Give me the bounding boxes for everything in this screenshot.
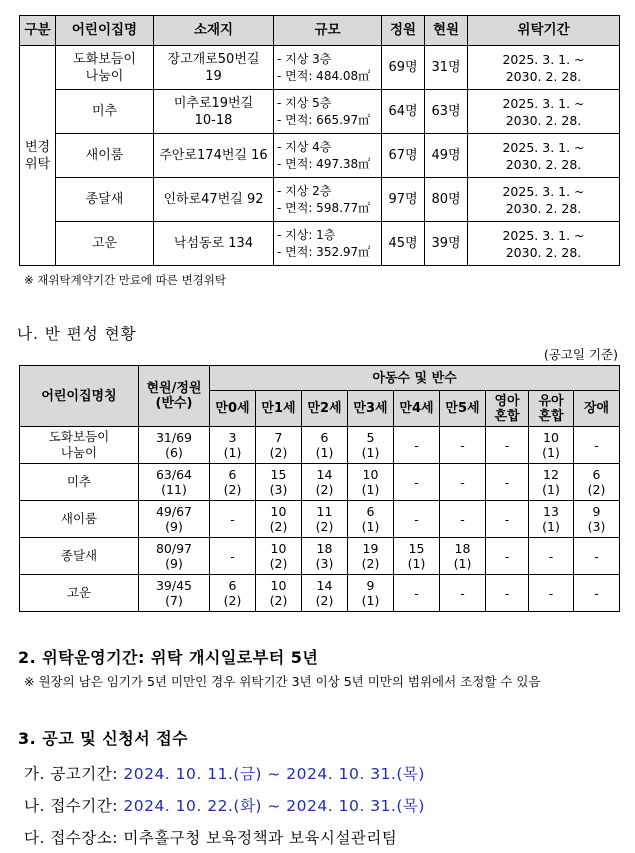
application-place-line <box>24 826 397 848</box>
age-group-cell-line: - <box>504 511 510 527</box>
age-group-cell-line: (1) <box>542 519 560 534</box>
header-age-group-line: 혼합 <box>494 408 520 424</box>
class-count <box>139 501 210 538</box>
header-address: 소재지 <box>154 16 274 46</box>
age-group-cell-line: 6 <box>228 467 237 482</box>
header-age-group-line: 만5세 <box>445 401 480 416</box>
age-group-cell <box>574 464 620 501</box>
age-group-cell-line: - <box>460 585 465 601</box>
age-group-cell <box>210 501 256 538</box>
class-count-line: (7) <box>165 593 183 608</box>
age-group-cell-line: (2) <box>315 482 334 497</box>
age-group-cell-line: 5 <box>366 430 375 445</box>
age-group-cell <box>256 538 302 575</box>
header-age-group <box>302 391 348 427</box>
age-group-cell <box>210 464 256 501</box>
age-group-cell-line: 15 <box>270 467 287 482</box>
contract-period <box>468 46 620 90</box>
facility-current: 63명 <box>425 90 468 134</box>
age-group-cell-line: (1) <box>361 519 380 534</box>
age-group-cell <box>574 427 620 464</box>
facility-name <box>56 90 154 134</box>
age-group-cell-line: (1) <box>315 445 334 460</box>
application-place-label: 다. 접수장소: <box>24 829 124 847</box>
contract-period <box>468 178 620 222</box>
notice-period-label: 가. 공고기간: <box>24 765 124 783</box>
age-group-cell <box>348 501 394 538</box>
age-group-cell <box>256 501 302 538</box>
age-group-cell <box>529 427 574 464</box>
class-count-line: (9) <box>165 556 183 571</box>
facility-capacity: 97명 <box>382 178 425 222</box>
application-period-line <box>24 794 425 816</box>
contract-period-line: 2025. 3. 1. ~ <box>502 183 585 199</box>
header-age-group-line: 만0세 <box>215 401 250 416</box>
basis-date-note: (공고일 기준) <box>543 347 618 362</box>
header-current: 현원 <box>425 16 468 46</box>
facility-current: 39명 <box>425 222 468 266</box>
class-count <box>139 538 210 575</box>
application-period-label: 나. 접수기간: <box>24 797 124 815</box>
age-group-cell-line: 13 <box>543 504 559 519</box>
facility-capacity: 69명 <box>382 46 425 90</box>
application-place-value: 미추홀구청 보육정책과 보육시설관리팀 <box>123 829 398 847</box>
age-group-cell <box>574 575 620 612</box>
header-age-group-line: 영아 <box>494 393 520 409</box>
header-age-group <box>210 391 256 427</box>
header-age-group <box>574 391 620 427</box>
age-group-cell-line: 3 <box>228 430 237 445</box>
age-group-cell-line: 11 <box>316 504 333 519</box>
age-group-cell-line: 18 <box>454 541 471 556</box>
class-count-line: 80/97 <box>155 541 193 556</box>
age-group-cell-line: - <box>594 548 599 564</box>
age-group-cell <box>348 538 394 575</box>
age-group-cell <box>486 427 529 464</box>
facility-name <box>56 222 154 266</box>
class-count-line: 49/67 <box>155 504 193 519</box>
facility-scale <box>274 134 382 178</box>
contract-period-line: 2025. 3. 1. ~ <box>502 227 585 243</box>
age-group-cell <box>486 501 529 538</box>
age-group-cell-line: 6 <box>592 467 601 482</box>
age-group-cell <box>210 538 256 575</box>
facility-scale <box>274 222 382 266</box>
contract-period-line: 2025. 3. 1. ~ <box>502 139 585 155</box>
table-row <box>20 178 620 222</box>
age-group-cell-line: (3) <box>269 482 288 497</box>
age-group-cell-line: - <box>460 511 465 527</box>
facility-address-line: 주안로174번길 16 <box>159 148 268 163</box>
age-group-cell-line: (1) <box>453 556 472 571</box>
table-row <box>20 427 620 464</box>
facility-table <box>19 15 620 266</box>
class-facility-name <box>20 427 139 464</box>
age-group-cell <box>302 464 348 501</box>
contract-period-line: 2025. 3. 1. ~ <box>502 95 585 111</box>
facility-address-line: 미추로19번길 <box>173 95 254 111</box>
facility-scale <box>274 178 382 222</box>
age-group-cell <box>440 464 486 501</box>
facility-name-line: 나눔이 <box>85 68 124 84</box>
header-scale: 규모 <box>274 16 382 46</box>
age-group-cell <box>440 575 486 612</box>
facility-floors: - 지상 5층 <box>277 95 332 110</box>
age-group-cell <box>302 427 348 464</box>
age-group-cell-line: - <box>548 548 554 564</box>
age-group-cell-line: 15 <box>408 541 425 556</box>
facility-floors: - 지상 2층 <box>277 183 332 198</box>
header-age-group <box>348 391 394 427</box>
facility-name-line: 도화보듬이 <box>73 51 136 67</box>
facility-current: 31명 <box>425 46 468 90</box>
age-group-cell-line: 6 <box>320 430 329 445</box>
class-count-line: (9) <box>165 519 183 534</box>
age-group-cell <box>302 501 348 538</box>
contract-period <box>468 222 620 266</box>
facility-address <box>154 134 274 178</box>
header-children-classes: 아동수 및 반수 <box>210 366 620 391</box>
age-group-cell-line: 10 <box>270 504 287 519</box>
facility-name <box>56 178 154 222</box>
age-group-cell-line: - <box>414 437 419 453</box>
class-facility-name-line: 도화보듬이 <box>48 429 110 444</box>
age-group-cell-line: 10 <box>362 467 379 482</box>
header-count-line2: (반수) <box>155 396 193 411</box>
facility-address-line: 19 <box>205 68 222 84</box>
age-group-cell-line: - <box>460 437 465 453</box>
facility-address <box>154 46 274 90</box>
class-count-line: 63/64 <box>155 467 193 482</box>
class-count <box>139 464 210 501</box>
age-group-cell <box>574 538 620 575</box>
age-group-cell-line: - <box>594 437 599 453</box>
facility-scale <box>274 46 382 90</box>
class-facility-name-line: 미추 <box>66 474 92 489</box>
contract-period-line: 2030. 2. 28. <box>505 112 582 128</box>
header-age-group <box>529 391 574 427</box>
age-group-cell <box>348 464 394 501</box>
class-status-heading: 나. 반 편성 현황 <box>17 325 137 343</box>
age-group-cell-line: (2) <box>361 556 380 571</box>
header-age-group <box>256 391 302 427</box>
contract-period-line: 2030. 2. 28. <box>505 200 582 216</box>
facility-address <box>154 90 274 134</box>
age-group-cell <box>256 427 302 464</box>
class-facility-name <box>20 575 139 612</box>
age-group-cell <box>394 538 440 575</box>
class-facility-name <box>20 501 139 538</box>
header-age-group <box>486 391 529 427</box>
age-group-cell-line: 9 <box>592 504 601 519</box>
age-group-cell-line: 10 <box>543 430 559 445</box>
notice-period-line <box>24 762 425 784</box>
age-group-cell <box>574 501 620 538</box>
age-group-cell-line: - <box>504 585 510 601</box>
age-group-cell-line: (1) <box>542 482 560 497</box>
table-row <box>20 464 620 501</box>
age-group-cell <box>486 464 529 501</box>
facility-capacity: 67명 <box>382 134 425 178</box>
class-count-line: 31/69 <box>155 430 193 445</box>
facility-area: - 면적: 352.97㎡ <box>277 244 371 259</box>
age-group-cell-line: (1) <box>223 445 242 460</box>
facility-current: 80명 <box>425 178 468 222</box>
class-count <box>139 427 210 464</box>
facility-current: 49명 <box>425 134 468 178</box>
table-row <box>20 46 620 90</box>
age-group-cell <box>256 464 302 501</box>
class-facility-name <box>20 538 139 575</box>
facility-area: - 면적: 665.97㎡ <box>277 112 371 127</box>
section2-note: ※ 원장의 남은 임기가 5년 미만인 경우 위탁기간 3년 이상 5년 미만의 범위에서 조정할 수 있음 <box>24 674 541 689</box>
application-period-value: 2024. 10. 22.(화) ~ 2024. 10. 31.(목) <box>123 797 425 815</box>
facility-name <box>56 134 154 178</box>
age-group-cell-line: - <box>504 548 510 564</box>
contract-period-line: 2025. 3. 1. ~ <box>502 51 585 67</box>
age-group-cell <box>210 427 256 464</box>
age-group-cell-line: (2) <box>269 519 288 534</box>
table-row <box>20 90 620 134</box>
age-group-cell <box>394 427 440 464</box>
age-group-cell-line: 10 <box>270 541 287 556</box>
age-group-cell-line: (1) <box>542 445 560 460</box>
header-age-group-line: 혼합 <box>538 408 564 424</box>
class-facility-name-line: 나눔이 <box>60 445 98 460</box>
contract-period-line: 2030. 2. 28. <box>505 244 582 260</box>
table-row <box>20 538 620 575</box>
contract-period-line: 2030. 2. 28. <box>505 68 582 84</box>
header-age-group-line: 유아 <box>538 393 564 409</box>
section3-title: 3. 공고 및 신청서 접수 <box>18 729 189 748</box>
age-group-cell <box>302 575 348 612</box>
facility-address <box>154 178 274 222</box>
age-group-cell-line: (1) <box>361 445 380 460</box>
class-count-line: (11) <box>161 482 187 497</box>
age-group-cell-line: (2) <box>587 482 606 497</box>
class-facility-name-line: 종달새 <box>60 548 98 563</box>
age-group-cell-line: 19 <box>362 541 379 556</box>
age-group-cell-line: 9 <box>366 578 375 593</box>
facility-floors: - 지상 4층 <box>277 139 332 154</box>
facility-area: - 면적: 497.38㎡ <box>277 156 371 171</box>
facility-name <box>56 46 154 90</box>
header-age-group-line: 장애 <box>583 401 610 416</box>
renewal-note: ※ 재위탁계약기간 만료에 따른 변경위탁 <box>24 273 226 287</box>
facility-table-header <box>20 16 620 46</box>
header-facility-name: 어린이집명칭 <box>20 366 139 427</box>
facility-address-line: 장고개로50번길 <box>167 51 260 67</box>
header-age-group <box>440 391 486 427</box>
age-group-cell-line: (2) <box>269 593 288 608</box>
category-line: 변경 <box>24 139 51 155</box>
age-group-cell <box>440 501 486 538</box>
age-group-cell-line: 14 <box>316 467 333 482</box>
facility-name-line: 새이룸 <box>85 148 124 163</box>
age-group-cell-line: - <box>460 474 465 490</box>
facility-area: - 면적: 484.08㎡ <box>277 68 371 83</box>
age-group-cell <box>394 575 440 612</box>
notice-period-value: 2024. 10. 11.(금) ~ 2024. 10. 31.(목) <box>123 765 425 783</box>
class-facility-name-line: 새이룸 <box>60 511 98 526</box>
age-group-cell-line: (3) <box>315 556 334 571</box>
age-group-cell-line: - <box>414 511 419 527</box>
facility-area: - 면적: 598.77㎡ <box>277 200 371 215</box>
age-group-cell-line: - <box>548 585 554 601</box>
age-group-cell-line: (2) <box>269 445 288 460</box>
age-group-cell <box>394 501 440 538</box>
class-count <box>139 575 210 612</box>
header-category: 구분 <box>20 16 56 46</box>
contract-period <box>468 90 620 134</box>
age-group-cell-line: - <box>230 548 235 564</box>
facility-scale <box>274 90 382 134</box>
class-count-line: 39/45 <box>155 578 193 593</box>
age-group-cell <box>529 538 574 575</box>
header-period: 위탁기간 <box>468 16 620 46</box>
header-capacity: 정원 <box>382 16 425 46</box>
age-group-cell-line: - <box>594 585 599 601</box>
contract-period-line: 2030. 2. 28. <box>505 156 582 172</box>
facility-capacity: 45명 <box>382 222 425 266</box>
class-table <box>19 365 620 612</box>
age-group-cell-line: 6 <box>228 578 237 593</box>
age-group-cell-line: - <box>414 585 419 601</box>
age-group-cell-line: 14 <box>316 578 333 593</box>
facility-floors: - 지상: 1층 <box>277 227 336 242</box>
category-cell <box>20 46 56 266</box>
header-age-group <box>394 391 440 427</box>
age-group-cell <box>529 575 574 612</box>
age-group-cell-line: (1) <box>361 593 380 608</box>
age-group-cell <box>256 575 302 612</box>
age-group-cell-line: - <box>414 474 419 490</box>
contract-period <box>468 134 620 178</box>
age-group-cell-line: (2) <box>269 556 288 571</box>
header-name: 어린이집명 <box>56 16 154 46</box>
class-facility-name <box>20 464 139 501</box>
age-group-cell-line: (2) <box>315 593 334 608</box>
facility-name-line: 미추 <box>91 104 118 119</box>
table-row <box>20 501 620 538</box>
header-age-group-line: 만3세 <box>353 401 388 416</box>
age-group-cell <box>348 427 394 464</box>
age-group-cell-line: 6 <box>366 504 375 519</box>
facility-address <box>154 222 274 266</box>
age-group-cell <box>529 464 574 501</box>
table-row <box>20 222 620 266</box>
header-count-line1: 현원/정원 <box>146 381 202 396</box>
facility-capacity: 64명 <box>382 90 425 134</box>
age-group-cell-line: - <box>504 437 510 453</box>
table-row <box>20 134 620 178</box>
age-group-cell-line: (2) <box>223 593 242 608</box>
header-count <box>139 366 210 427</box>
age-group-cell-line: - <box>230 511 235 527</box>
age-group-cell <box>486 538 529 575</box>
facility-name-line: 종달새 <box>85 192 124 207</box>
table-row <box>20 575 620 612</box>
age-group-cell-line: 18 <box>316 541 333 556</box>
age-group-cell <box>440 538 486 575</box>
age-group-cell <box>486 575 529 612</box>
age-group-cell-line: 12 <box>543 467 559 482</box>
age-group-cell <box>529 501 574 538</box>
age-group-cell-line: (2) <box>223 482 242 497</box>
age-group-cell-line: (3) <box>587 519 606 534</box>
age-group-cell-line: - <box>504 474 510 490</box>
age-group-cell-line: (1) <box>407 556 426 571</box>
age-group-cell-line: 10 <box>270 578 287 593</box>
header-age-group-line: 만2세 <box>307 401 342 416</box>
class-facility-name-line: 고운 <box>66 585 92 600</box>
age-group-cell <box>302 538 348 575</box>
category-line: 위탁 <box>24 156 51 172</box>
age-group-cell <box>394 464 440 501</box>
facility-address-line: 인하로47번길 92 <box>163 192 264 207</box>
header-age-group-line: 만4세 <box>399 401 434 416</box>
header-age-group-line: 만1세 <box>261 401 296 416</box>
age-group-cell-line: (1) <box>361 482 380 497</box>
facility-floors: - 지상 3층 <box>277 51 332 66</box>
age-group-cell <box>210 575 256 612</box>
section2-title: 2. 위탁운영기간: 위탁 개시일로부터 5년 <box>18 648 319 667</box>
facility-name-line: 고운 <box>91 236 118 251</box>
age-group-cell-line: (2) <box>315 519 334 534</box>
class-count-line: (6) <box>165 445 183 460</box>
age-group-cell-line: 7 <box>274 430 283 445</box>
facility-address-line: 낙섬동로 134 <box>173 236 254 251</box>
age-group-cell <box>440 427 486 464</box>
facility-address-line: 10-18 <box>194 112 233 128</box>
age-group-cell <box>348 575 394 612</box>
